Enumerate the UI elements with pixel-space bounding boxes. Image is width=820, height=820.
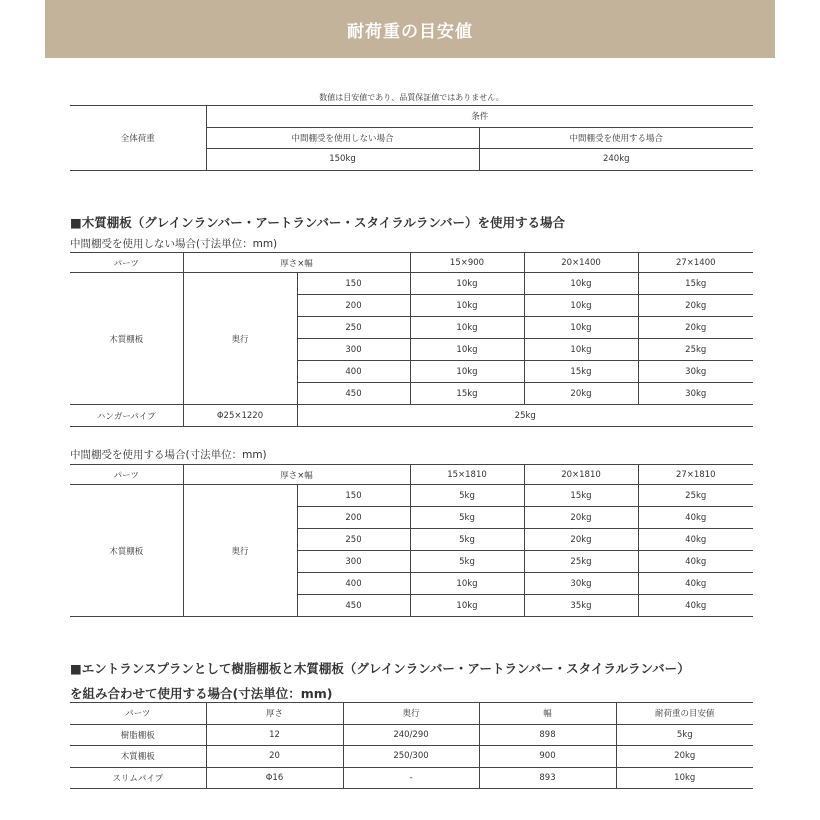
header-cell: 20×1810 — [524, 465, 638, 485]
section-heading-wood-shelf: ■木質棚板（グレインランバー・アートランバー・スタイラルランバー）を使用する場合 — [70, 215, 566, 230]
page-title: 耐荷重の目安値 — [347, 21, 473, 42]
table-cell: 35kg — [524, 595, 638, 617]
table-cell: 250 — [297, 317, 410, 339]
table-cell: 400 — [297, 361, 410, 383]
hanger-part-cell: ハンガーパイプ — [70, 405, 183, 427]
header-cell: パーツ — [70, 253, 183, 273]
table-row — [70, 273, 753, 295]
header-cell: 15×1810 — [410, 465, 524, 485]
table-cell: 10kg — [524, 295, 638, 317]
value-with-middle-support: 240kg — [479, 149, 753, 171]
table-cell: 15kg — [638, 273, 753, 295]
table-cell: 400 — [297, 573, 410, 595]
header-cell: 耐荷重の目安値 — [616, 703, 753, 725]
table-cell: 450 — [297, 383, 410, 405]
table-cell: 30kg — [638, 361, 753, 383]
header-cell: 27×1810 — [638, 465, 753, 485]
table-cell: スリムパイプ — [70, 767, 206, 789]
table-cell: - — [343, 767, 479, 789]
overall-row-label: 全体荷重 — [70, 106, 206, 171]
table-cell: 200 — [297, 507, 410, 529]
table-cell: 10kg — [524, 339, 638, 361]
table-cell: 25kg — [524, 551, 638, 573]
table-row — [70, 485, 753, 507]
header-cell: 厚さ×幅 — [183, 253, 410, 273]
table-cell: 10kg — [616, 767, 753, 789]
table-cell: 20kg — [616, 746, 753, 768]
table-cell: 300 — [297, 551, 410, 573]
header-cell: 15×900 — [410, 253, 524, 273]
table-cell: 20kg — [524, 507, 638, 529]
wood-shelf-table-with-support — [70, 464, 753, 617]
table-row — [70, 767, 753, 789]
table-cell: 10kg — [410, 361, 524, 383]
table-cell: 10kg — [524, 317, 638, 339]
section-heading-entrance-line2: を組み合わせて使用する場合(寸法単位：mm) — [70, 686, 333, 701]
hanger-size-cell: Φ25×1220 — [183, 405, 297, 427]
wood-shelf-table-without-support — [70, 252, 753, 427]
table-cell: Φ16 — [206, 767, 343, 789]
table-header-row — [70, 465, 753, 485]
table-cell: 300 — [297, 339, 410, 361]
table-cell: 10kg — [410, 339, 524, 361]
table-cell: 20kg — [638, 317, 753, 339]
table-cell: 10kg — [524, 273, 638, 295]
table-cell: 200 — [297, 295, 410, 317]
header-cell: 幅 — [479, 703, 616, 725]
table-cell: 10kg — [410, 595, 524, 617]
table-cell: 20kg — [524, 529, 638, 551]
table-cell: 樹脂棚板 — [70, 724, 206, 746]
hanger-value-cell: 25kg — [297, 405, 753, 427]
table-cell: 150 — [297, 273, 410, 295]
table-cell: 40kg — [638, 507, 753, 529]
section-heading-entrance-line1: ■エントランスプランとして樹脂棚板と木質棚板（グレインランバー・アートランバー・スタイラルランバー） — [70, 661, 690, 676]
header-cell: 20×1400 — [524, 253, 638, 273]
table-cell: 20kg — [524, 383, 638, 405]
table-cell: 898 — [479, 724, 616, 746]
table-cell: 25kg — [638, 485, 753, 507]
table-cell: 15kg — [524, 485, 638, 507]
table-cell: 900 — [479, 746, 616, 768]
overall-load-table — [70, 105, 753, 171]
table-row — [70, 746, 753, 768]
table-cell: 10kg — [410, 317, 524, 339]
col-with-middle-support: 中間棚受を使用する場合 — [479, 127, 753, 149]
table-cell: 30kg — [638, 383, 753, 405]
table-cell: 40kg — [638, 573, 753, 595]
table-cell: 5kg — [410, 485, 524, 507]
table-cell: 40kg — [638, 551, 753, 573]
condition-header: 条件 — [206, 106, 753, 128]
table-cell: 250/300 — [343, 746, 479, 768]
header-cell: 27×1400 — [638, 253, 753, 273]
table-cell: 250 — [297, 529, 410, 551]
header-cell: パーツ — [70, 703, 206, 725]
table-cell: 20kg — [638, 295, 753, 317]
entrance-plan-table — [70, 702, 753, 789]
header-cell: 厚さ×幅 — [183, 465, 410, 485]
table-cell: 15kg — [410, 383, 524, 405]
depth-label-cell: 奥行 — [183, 485, 297, 617]
table-cell: 12 — [206, 724, 343, 746]
table-cell: 5kg — [410, 507, 524, 529]
part-cell: 木質棚板 — [70, 273, 183, 405]
disclaimer-note: 数値は目安値であり、品質保証値ではありません。 — [319, 93, 504, 102]
table-cell: 10kg — [410, 295, 524, 317]
table-cell: 15kg — [524, 361, 638, 383]
table-cell: 150 — [297, 485, 410, 507]
header-cell: 厚さ — [206, 703, 343, 725]
table-cell: 5kg — [410, 551, 524, 573]
table-cell: 10kg — [410, 273, 524, 295]
header-cell: パーツ — [70, 465, 183, 485]
table-header-row — [70, 253, 753, 273]
table-cell: 30kg — [524, 573, 638, 595]
table-header-row — [70, 703, 753, 725]
value-without-middle-support: 150kg — [206, 149, 479, 171]
table-cell: 450 — [297, 595, 410, 617]
part-cell: 木質棚板 — [70, 485, 183, 617]
table-cell: 40kg — [638, 529, 753, 551]
table-cell: 40kg — [638, 595, 753, 617]
table-cell: 5kg — [616, 724, 753, 746]
hanger-pipe-row — [70, 405, 753, 427]
table-cell: 20 — [206, 746, 343, 768]
header-banner — [45, 0, 775, 58]
table-row — [70, 724, 753, 746]
table-cell: 10kg — [410, 573, 524, 595]
depth-label-cell: 奥行 — [183, 273, 297, 405]
table-cell: 5kg — [410, 529, 524, 551]
table-cell: 木質棚板 — [70, 746, 206, 768]
table-cell: 25kg — [638, 339, 753, 361]
header-cell: 奥行 — [343, 703, 479, 725]
table-cell: 893 — [479, 767, 616, 789]
subheading-without-middle-support: 中間棚受を使用しない場合(寸法単位：mm) — [70, 238, 278, 250]
col-without-middle-support: 中間棚受を使用しない場合 — [206, 127, 479, 149]
subheading-with-middle-support: 中間棚受を使用する場合(寸法単位：mm) — [70, 449, 267, 461]
table-cell: 240/290 — [343, 724, 479, 746]
